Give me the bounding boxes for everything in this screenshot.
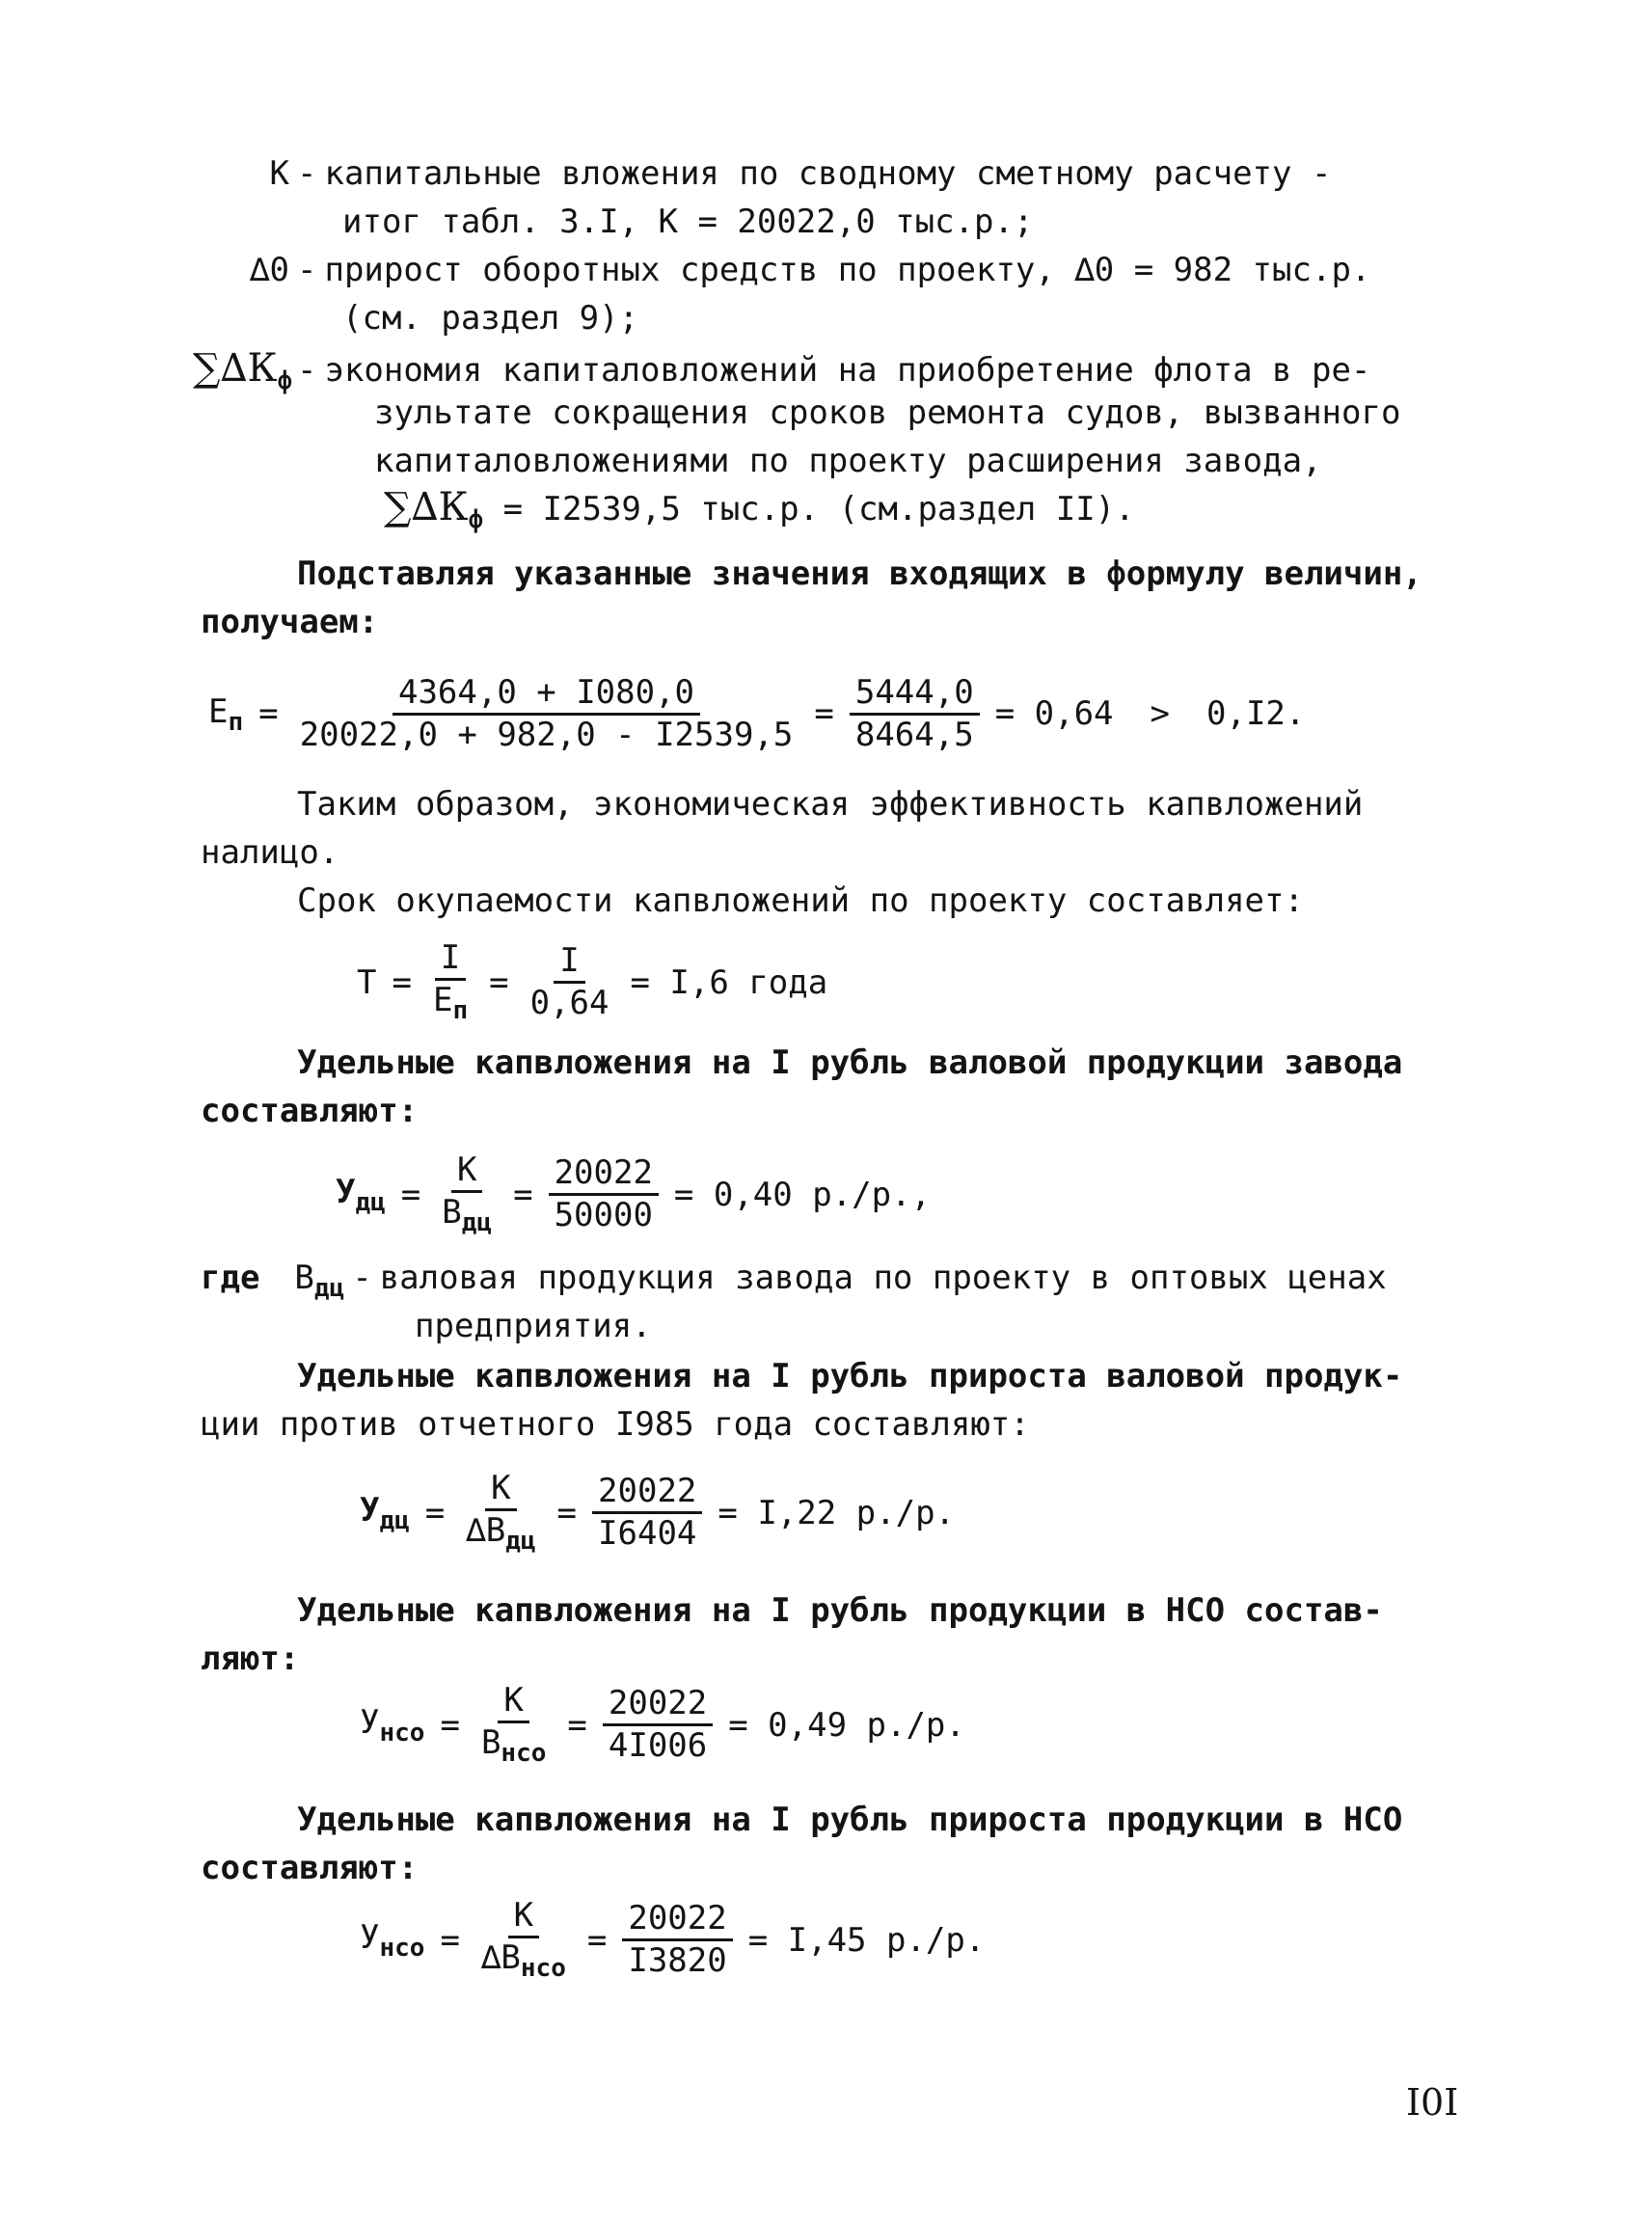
definition-delta-o-line2: (см. раздел 9);	[342, 299, 639, 338]
definition-text: экономия капиталовложений на приобретение флота в ре-	[324, 351, 1371, 390]
definition-k: К - капитальные вложения по сводному сметному расчету -	[193, 152, 1331, 196]
definition-k-line2: итог табл. 3.I, К = 20022,0 тыс.р.;	[342, 203, 1034, 241]
fraction: $\frac{К}{В_{нсо}}$	[480, 1681, 547, 1769]
equation-result: = I,45 р./р.	[747, 1920, 986, 1960]
fraction: $\frac{I}{0,64}$	[529, 941, 609, 1023]
equation-unit-investment-nso: $У_{нсо}$ = $\frac{К}{В_{нсо}}$ = $\frac{20022}{4I006}$ = 0,49 р./р.	[360, 1681, 965, 1769]
definition-term: ∆0	[250, 251, 289, 289]
page-number: I0I	[1406, 2081, 1459, 2124]
where-clause-line2: предприятия.	[415, 1307, 652, 1345]
paragraph-line: Таким образом, экономическая эффективность капвложений	[297, 785, 1364, 824]
fraction: $\frac{I}{Е_п}$	[432, 938, 469, 1026]
paragraph-line: получаем:	[201, 603, 379, 641]
equation-payback: Т = $\frac{I}{Е_п}$ = $\frac{I}{0,64}$ = I,6 года	[357, 938, 828, 1026]
definition-text: прирост оборотных средств по проекту, ∆0 = 982 тыс.р.	[324, 251, 1371, 289]
paragraph-line: ляют:	[201, 1639, 300, 1678]
definition-sum-kf-line2: зультате сокращения сроков ремонта судов, вызванного	[374, 393, 1401, 432]
paragraph-line: Удельные капвложения на I рубль прироста продукции в НСО	[297, 1801, 1403, 1839]
fraction: $\frac{4364,0 + I080,0}{20022,0 + 982,0 - I2539,5}$	[299, 673, 794, 755]
definition-delta-o: ∆0 - прирост оборотных средств по проекту, ∆0 = 982 тыс.р.	[193, 249, 1370, 292]
fraction: $\frac{К}{В_{дц}}$	[442, 1151, 493, 1238]
paragraph-line: Удельные капвложения на I рубль валовой продукции завода	[297, 1043, 1403, 1082]
paragraph-line: Срок окупаемости капвложений по проекту составляет:	[297, 881, 1304, 920]
paragraph-line: составляют:	[201, 1092, 419, 1130]
equation-efficiency: $Е_п$ = $\frac{4364,0 + I080,0}{20022,0 + 982,0 - I2539,5}$ = $\frac{5444,0}{8464,5}$ = 0,64 > 0,I2.	[208, 673, 1306, 755]
definition-sum-kf-line3: капиталовложениями по проекту расширения завода,	[374, 442, 1322, 480]
equation-result: = I,6 года	[630, 962, 828, 1002]
equation-unit-investment-increment: $У_{дц}$ = $\frac{К}{\Delta В_{дц}}$ = $\frac{20022}{I6404}$ = I,22 р./р.	[360, 1469, 956, 1557]
equation-result: = 0,49 р./р.	[728, 1705, 965, 1745]
equation-result: = 0,40 р./р.,	[673, 1175, 932, 1214]
fraction: $\frac{К}{\Delta В_{нсо}}$	[480, 1896, 566, 1984]
fraction: $\frac{20022}{4I006}$	[603, 1686, 713, 1765]
fraction: $\frac{К}{\Delta В_{дц}}$	[466, 1469, 536, 1557]
equation-lhs: $Е_п$	[208, 691, 244, 737]
paragraph-line: налицо.	[201, 833, 339, 872]
definition-text: капитальные вложения по сводному сметному расчету -	[324, 154, 1332, 193]
equation-unit-investment-gross: $У_{дц}$ = $\frac{К}{В_{дц}}$ = $\frac{20022}{50000}$ = 0,40 р./р.,	[336, 1151, 932, 1238]
comparison-sign: >	[1150, 694, 1170, 734]
equation-unit-investment-nso-increment: $У_{нсо}$ = $\frac{К}{\Delta В_{нсо}}$ = $\frac{20022}{I3820}$ = I,45 р./р.	[360, 1896, 986, 1984]
definition-term: К	[269, 154, 289, 193]
fraction: $\frac{20022}{I3820}$	[622, 1901, 732, 1980]
paragraph-line: Удельные капвложения на I рубль продукции в НСО состав-	[297, 1591, 1383, 1630]
definition-sum-kf-value: $\sum\Delta К_ф = I2539,5$ тыс.р. (см.раздел II).	[384, 485, 1135, 534]
paragraph-line: составляют:	[201, 1849, 419, 1887]
paragraph-line: ции против отчетного I985 года составляют:	[201, 1405, 1030, 1444]
where-clause: где $В_{дц}$ - валовая продукция завода по проекту в оптовых ценах	[201, 1259, 1387, 1303]
definition-term: $\sum\Delta К_ф$	[193, 346, 293, 395]
fraction: $\frac{5444,0}{8464,5}$	[850, 675, 980, 754]
fraction: $\frac{20022}{50000}$	[549, 1155, 659, 1234]
paragraph-line: Удельные капвложения на I рубль прироста валовой продук-	[297, 1357, 1403, 1396]
equation-result: = I,22 р./р.	[718, 1493, 956, 1532]
comparison-value: 0,I2.	[1206, 694, 1306, 734]
definition-sum-kf: $\sum\Delta К_ф$ - экономия капиталовложений на приобретение флота в ре-	[193, 343, 1370, 397]
equation-result: = 0,64	[994, 694, 1114, 734]
paragraph-line: Подставляя указанные значения входящих в формулу величин,	[297, 555, 1422, 593]
fraction: $\frac{20022}{I6404}$	[592, 1474, 702, 1553]
